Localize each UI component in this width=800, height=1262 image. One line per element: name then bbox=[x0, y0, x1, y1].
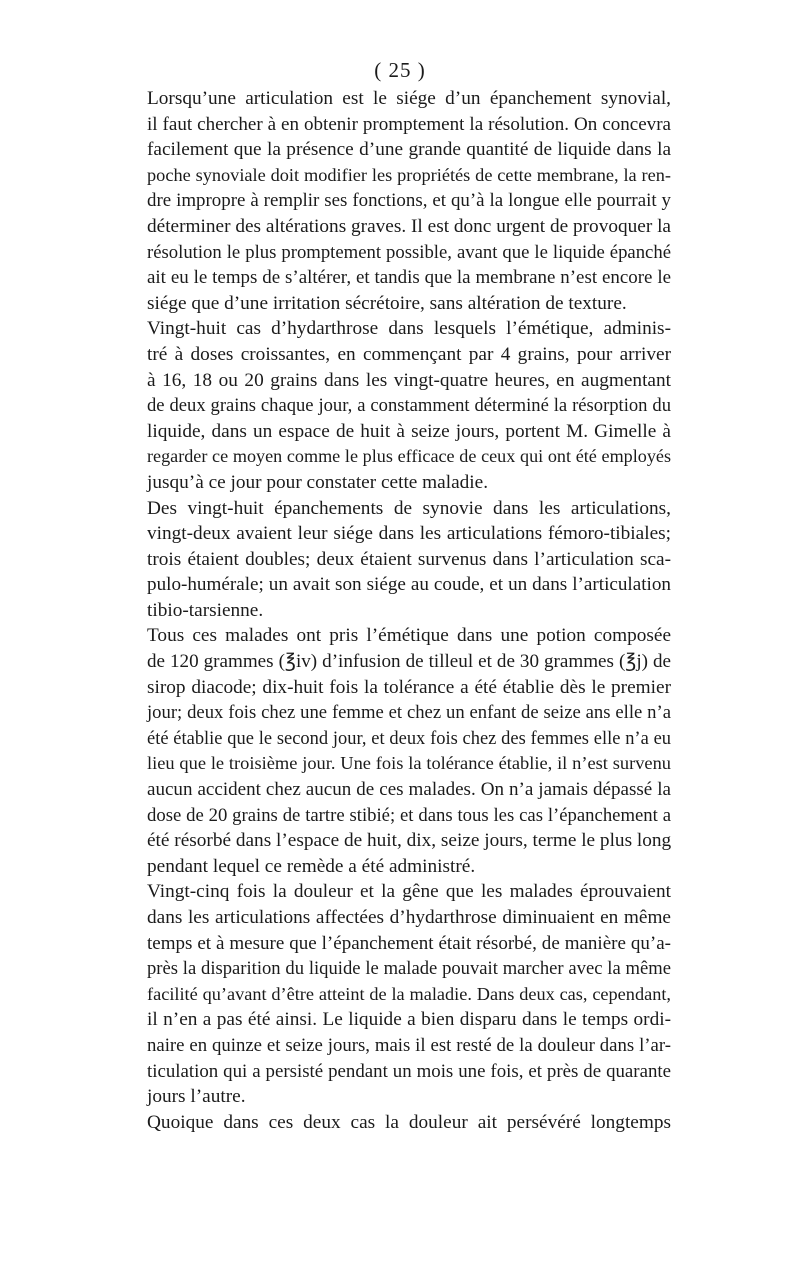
text-line: naire en quinze et seize jours, mais il est resté de la douleur dans l’ar- bbox=[147, 1034, 671, 1056]
text-line: ait eu le temps de s’altérer, et tandis que la membrane n’est encore le bbox=[147, 267, 671, 289]
text-line: il faut chercher à en obtenir promptement la résolution. On concevra bbox=[147, 113, 671, 135]
text-line: vingt-deux avaient leur siége dans les articulations fémoro-tibiales; bbox=[147, 523, 671, 545]
text-line: Quoique dans ces deux cas la douleur ait persévéré longtemps bbox=[147, 1111, 671, 1133]
text-line: il n’en a pas été ainsi. Le liquide a bien disparu dans le temps ordi- bbox=[147, 1009, 671, 1031]
text-line: près la disparition du liquide le malade pouvait marcher avec la même bbox=[147, 958, 671, 980]
text-line: de deux grains chaque jour, a constamment déterminé la résorption du bbox=[147, 395, 671, 417]
text-line: Lorsqu’une articulation est le siége d’un épanchement synovial, bbox=[147, 88, 671, 109]
text-line: pulo-humérale; un avait son siége au coude, et un dans l’articulation bbox=[147, 574, 671, 596]
text-line: siége que d’une irritation sécrétoire, sans altération de texture. bbox=[147, 292, 627, 314]
text-line: Tous ces malades ont pris l’émétique dans une potion composée bbox=[147, 625, 671, 647]
text-line: résolution le plus promptement possible, avant que le liquide épanché bbox=[147, 241, 671, 263]
text-line: ticulation qui a persisté pendant un mois une fois, et près de quarante bbox=[147, 1060, 671, 1082]
text-line: Des vingt-huit épanchements de synovie dans les articulations, bbox=[147, 497, 671, 519]
text-line: tibio-tarsienne. bbox=[147, 599, 264, 621]
page-number: ( 25 ) bbox=[374, 58, 426, 82]
text-line: jours l’autre. bbox=[147, 1086, 246, 1108]
text-line: regarder ce moyen comme le plus efficace de ceux qui ont été employés bbox=[147, 446, 671, 467]
text-line: poche synoviale doit modifier les propriétés de cette membrane, la ren- bbox=[147, 164, 671, 185]
text-line: à 16, 18 ou 20 grains dans les vingt-quatre heures, en augmentant bbox=[147, 369, 671, 391]
text-line: aucun accident chez aucun de ces malades. On n’a jamais dépassé la bbox=[147, 779, 671, 801]
text-line: tré à doses croissantes, en commençant par 4 grains, pour arriver bbox=[147, 343, 671, 365]
text-line: été résorbé dans l’espace de huit, dix, seize jours, terme le plus long bbox=[147, 830, 672, 852]
text-line: dose de 20 grains de tartre stibié; et dans tous les cas l’épanchement a bbox=[147, 804, 671, 826]
body-text bbox=[147, 86, 671, 1135]
text-line: facilement que la présence d’une grande quantité de liquide dans la bbox=[147, 139, 671, 161]
text-line: lieu que le troisième jour. Une fois la tolérance établie, il n’est survenu bbox=[147, 753, 671, 774]
text-line: de 120 grammes (℥iv) d’infusion de tilleul et de 30 grammes (℥j) de bbox=[147, 651, 671, 673]
text-line: pendant lequel ce remède a été administré. bbox=[147, 855, 476, 877]
text-line: Vingt-cinq fois la douleur et la gêne que les malades éprouvaient bbox=[147, 881, 671, 903]
text-line: Vingt-huit cas d’hydarthrose dans lesquels l’émétique, adminis- bbox=[147, 318, 671, 340]
text-line: jour; deux fois chez une femme et chez un enfant de seize ans elle n’a bbox=[147, 702, 671, 724]
text-line: été établie que le second jour, et deux fois chez des femmes elle n’a eu bbox=[147, 727, 671, 748]
text-line: déterminer des altérations graves. Il est donc urgent de provoquer la bbox=[147, 215, 671, 237]
text-line: temps et à mesure que l’épanchement était résorbé, de manière qu’a- bbox=[147, 932, 671, 954]
text-line: dans les articulations affectées d’hydarthrose diminuaient en même bbox=[147, 907, 671, 928]
text-line: trois étaient doubles; deux étaient survenus dans l’articulation sca- bbox=[147, 548, 671, 570]
text-line: sirop diacode; dix-huit fois la tolérance a été établie dès le premier bbox=[147, 676, 671, 698]
text-line: dre impropre à remplir ses fonctions, et qu’à la longue elle pourrait y bbox=[147, 190, 671, 212]
text-line: jusqu’à ce jour pour constater cette maladie. bbox=[147, 471, 489, 493]
text-line: liquide, dans un espace de huit à seize jours, portent M. Gimelle à bbox=[147, 420, 671, 442]
text-line: facilité qu’avant d’être atteint de la maladie. Dans deux cas, cependant, bbox=[147, 983, 671, 1004]
